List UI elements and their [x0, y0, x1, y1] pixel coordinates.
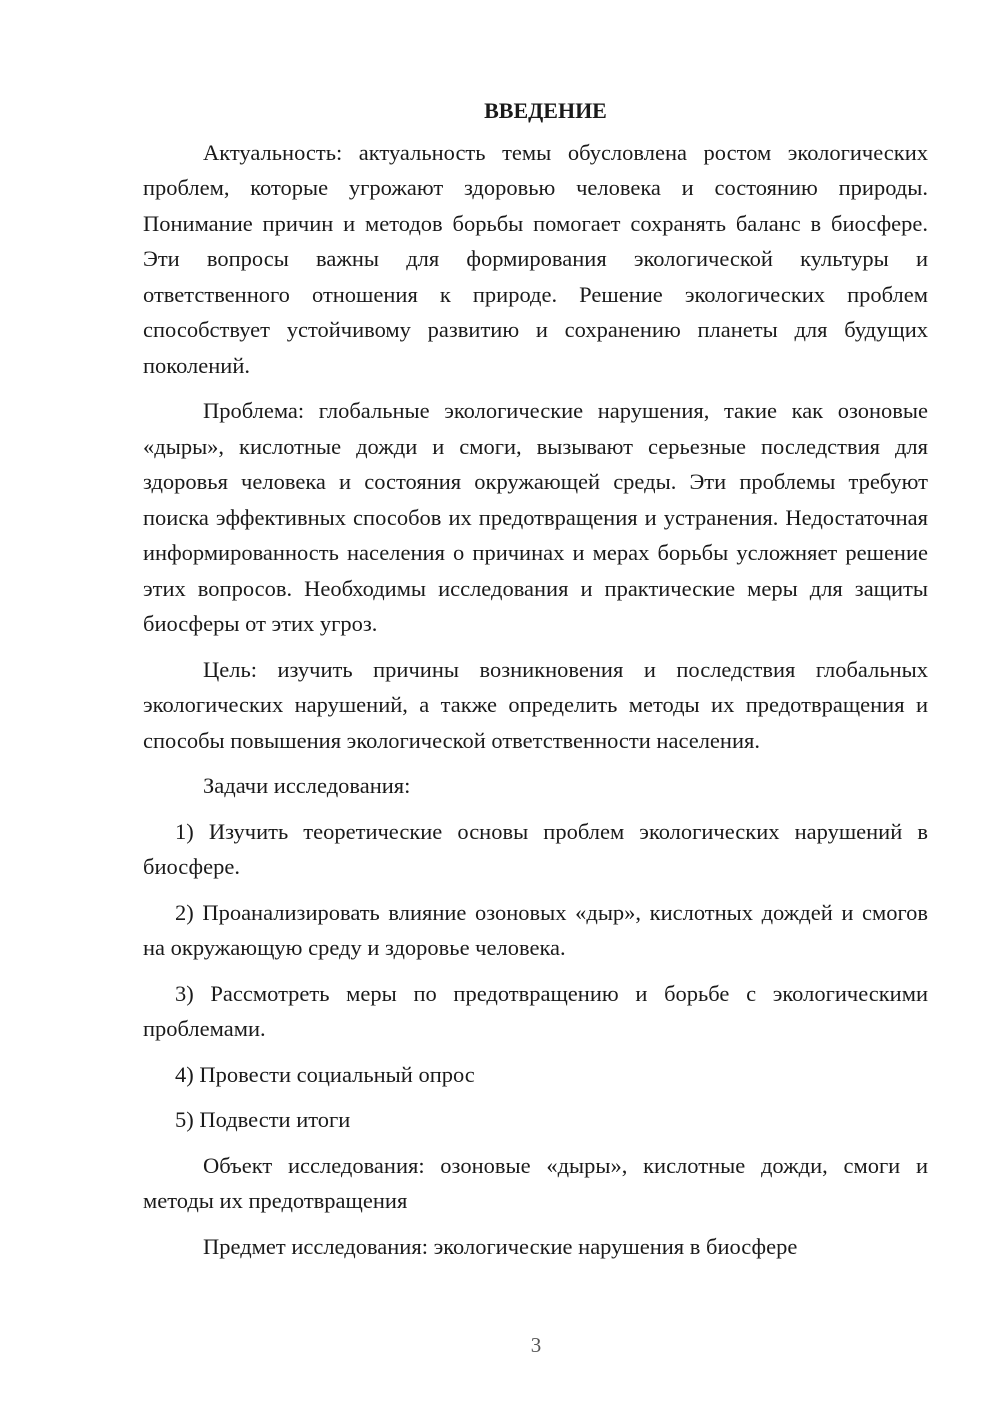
- page-number: 3: [530, 1333, 542, 1357]
- research-object-paragraph: Объект исследования: озоновые «дыры», кислотные дожди, смоги и методы их предотвращения: [143, 1152, 928, 1213]
- task-item: 1) Изучить теоретические основы проблем экологических нарушений в биосфере.: [143, 818, 928, 879]
- section-title: ВВЕДЕНИЕ: [484, 98, 607, 123]
- task-item: 2) Проанализировать влияние озоновых «дыр», кислотных дождей и смогов на окружающую среду и здоровье человека.: [143, 899, 928, 960]
- task-item: 5) Подвести итоги: [175, 1107, 351, 1132]
- research-subject-paragraph: Предмет исследования: экологические нарушения в биосфере: [203, 1233, 798, 1259]
- document-page: [143, 93, 928, 1274]
- task-item: 3) Рассмотреть меры по предотвращению и борьбе с экологическими проблемами.: [143, 980, 928, 1041]
- tasks-heading: Задачи исследования:: [203, 773, 411, 798]
- goal-paragraph: Цель: изучить причины возникновения и последствия глобальных экологических нарушений, а также определить методы их предотвращения и способы повышения экологической ответственности населения.: [143, 656, 928, 753]
- task-item: 4) Провести социальный опрос: [175, 1061, 475, 1087]
- problem-paragraph: Проблема: глобальные экологические нарушения, такие как озоновые «дыры», кислотные дожди и смоги, вызывают серьезные последствия для здоровья человека и состояния окружающей среды. Эти проблемы требуют поиска эффективных способов их предотвращения и устранения. Недостаточная информированность населения о причинах и мерах борьбы усложняет решение этих вопросов. Необходимы исследования и практические меры для защиты биосферы от этих угроз.: [143, 398, 928, 636]
- relevance-paragraph: Актуальность: актуальность темы обусловлена ростом экологических проблем, которые угрожают здоровью человека и состоянию природы. Понимание причин и методов борьбы помогает сохранять баланс в биосфере. Эти вопросы важны для формирования экологической культуры и ответственного отношения к природе. Решение экологических проблем способствует устойчивому развитию и сохранению планеты для будущих поколений.: [143, 139, 928, 378]
